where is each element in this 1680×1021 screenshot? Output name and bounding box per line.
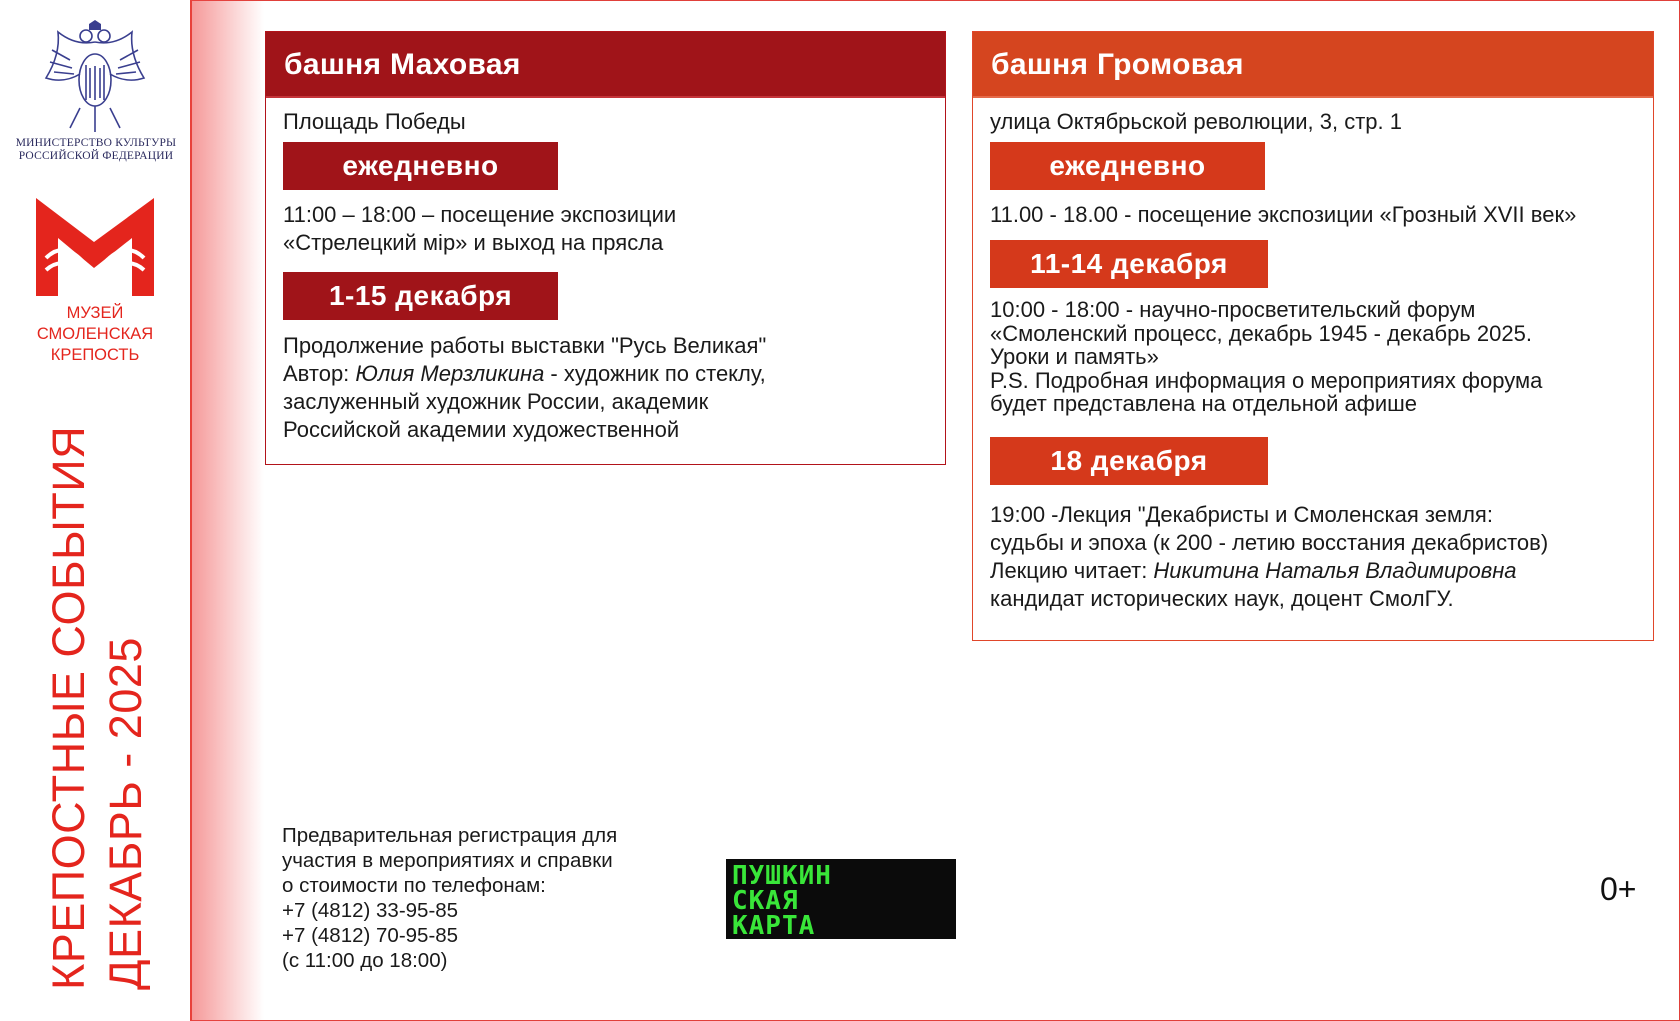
lecturer-prefix: Лекцию читает: (990, 558, 1154, 583)
museum-name-line: МУЗЕЙ (66, 304, 124, 322)
page-title-line: ДЕКАБРЬ - 2025 (100, 637, 151, 990)
text-line (990, 557, 1548, 585)
ministry-eagle-emblem-icon (40, 20, 150, 135)
author-name: Юлия Мерзликина (355, 361, 545, 386)
card-address: Площадь Победы (283, 109, 466, 134)
author-suffix: - художник по стеклу, (544, 361, 766, 386)
text-line: о стоимости по телефонам: (282, 874, 546, 897)
text-line: судьбы и эпоха (к 200 - летию восстания декабристов) (990, 530, 1549, 555)
text-line: P.S. Подробная информация о мероприятиях форума (990, 367, 1543, 393)
museum-name (20, 303, 170, 366)
text-line: Продолжение работы выставки "Русь Великая" (283, 333, 767, 358)
sidebar (0, 0, 192, 1021)
age-rating: 0+ (1600, 871, 1637, 907)
badge-period: 1-15 декабря (283, 272, 558, 320)
phone-number[interactable]: +7 (4812) 70-95-85 (282, 924, 459, 947)
text-line: заслуженный художник России, академик (283, 389, 709, 414)
text-line: участия в мероприятиях и справки (282, 849, 613, 872)
pushkin-card-logo (726, 859, 956, 939)
pushkin-card-line: СКАЯ (732, 886, 799, 916)
page-title-line: КРЕПОСТНЫЕ СОБЫТИЯ (43, 425, 94, 990)
card-title: башня Громовая (973, 32, 1653, 96)
card-title: башня Маховая (266, 32, 945, 96)
ministry-caption: МИНИСТЕРСТВО КУЛЬТУРЫ РОССИЙСКОЙ ФЕДЕРАЦИИ (15, 137, 177, 162)
text-line: (с 11:00 до 18:00) (282, 949, 448, 972)
text-line: будет представлена на отдельной афише (990, 391, 1418, 416)
text-line: Предварительная регистрация для (282, 824, 618, 847)
lecturer-name: Никитина Наталья Владимировна (1153, 558, 1517, 583)
text-line: Уроки и память» (990, 344, 1159, 369)
card-gromovaya-tower (972, 31, 1654, 641)
phone-number[interactable]: +7 (4812) 33-95-85 (282, 899, 459, 922)
pushkin-card-line: КАРТА (732, 911, 816, 939)
text-line: 10:00 - 18:00 - научно-просветительский форум (990, 297, 1476, 322)
text-line: «Стрелецкий мiр» и выход на прясла (283, 230, 664, 255)
lecture-description (990, 501, 1548, 613)
pushkin-card-line: ПУШКИН (732, 861, 832, 891)
text-line: «Смоленский процесс, декабрь 1945 - декабрь 2025. (990, 320, 1532, 346)
text-line: Российской академии художественной (283, 417, 680, 442)
text-line: 11:00 – 18:00 – посещение экспозиции (283, 202, 677, 227)
card-divider (266, 96, 945, 98)
badge-daily: ежедневно (990, 142, 1265, 190)
text-line (283, 360, 766, 388)
badge-daily: ежедневно (283, 142, 558, 190)
card-makhovaya-tower (265, 31, 946, 465)
author-prefix: Автор: (283, 361, 356, 386)
vertical-page-title (40, 426, 154, 990)
card-address: улица Октябрьской революции, 3, стр. 1 (990, 109, 1403, 134)
museum-logo-icon (36, 198, 154, 296)
badge-forum-dates: 11-14 декабря (990, 240, 1268, 288)
sidebar-gradient-edge (192, 0, 264, 1021)
daily-schedule: 11.00 - 18.00 - посещение экспозиции «Грозный XVII век» (990, 202, 1577, 227)
badge-lecture-date: 18 декабря (990, 437, 1268, 485)
daily-schedule (283, 201, 676, 257)
text-line: 19:00 -Лекция "Декабристы и Смоленская земля: (990, 502, 1493, 527)
forum-description (990, 298, 1542, 416)
museum-name-line: СМОЛЕНСКАЯ (36, 325, 154, 343)
museum-name-line: КРЕПОСТЬ (50, 346, 140, 364)
card-divider (973, 96, 1653, 98)
text-line: кандидат исторических наук, доцент СмолГУ. (990, 586, 1454, 611)
registration-contacts (282, 823, 682, 973)
exhibition-description (283, 332, 766, 444)
